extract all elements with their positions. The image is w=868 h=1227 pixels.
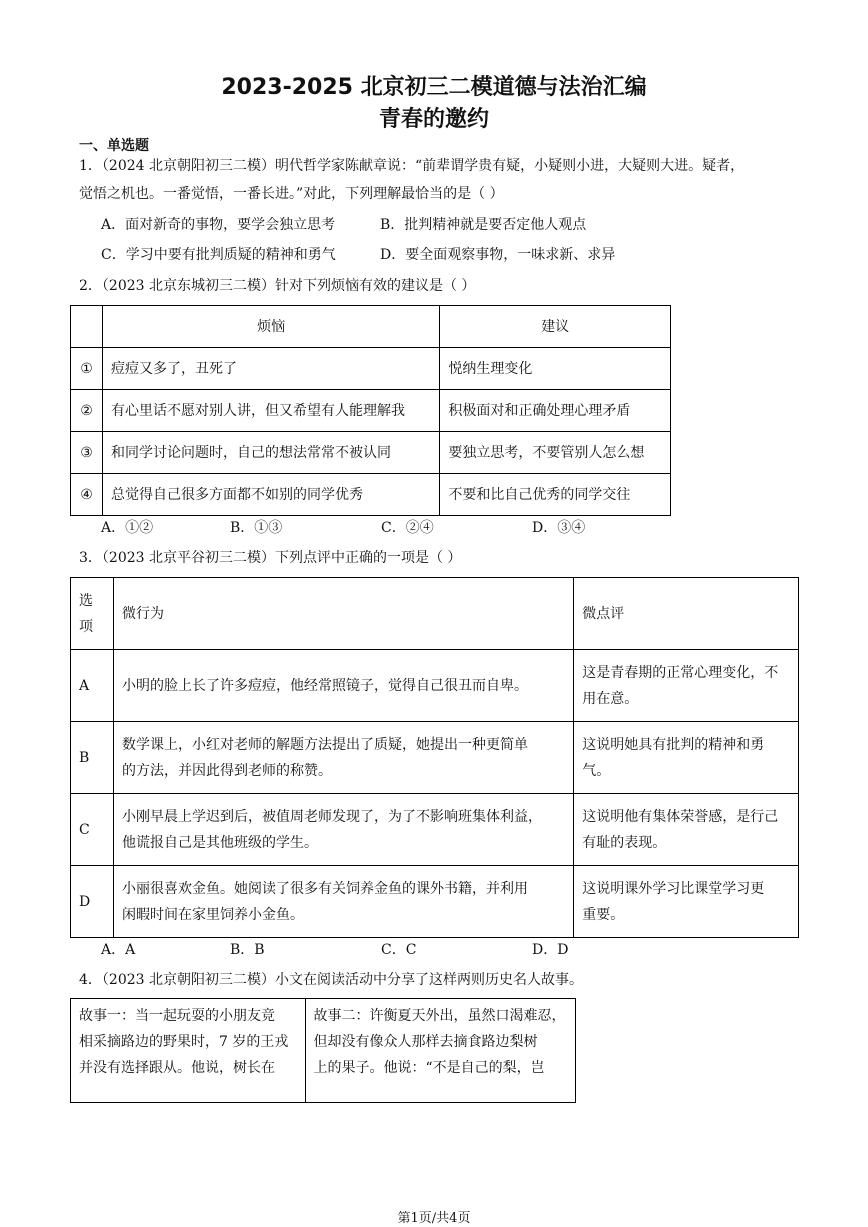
- q2-stem: 2．（2023 北京东城初三二模）针对下列烦恼有效的建议是（ ）: [79, 278, 476, 294]
- q1-option-c: C．学习中要有批判质疑的精神和勇气: [101, 247, 336, 263]
- table-header-cell: 微点评: [574, 578, 799, 650]
- q3-stem: 3．（2023 北京平谷初三二模）下列点评中正确的一项是（ ）: [79, 550, 462, 566]
- q3-option-c: C．C: [381, 942, 417, 958]
- q2-option-d: D．③④: [532, 520, 586, 536]
- q4-stem: 4．（2023 北京朝阳初三二模）小文在阅读活动中分享了这样两则历史名人故事。: [79, 972, 583, 988]
- table-header-cell: 建议: [440, 306, 671, 348]
- advice-cell: 悦纳生理变化: [440, 348, 671, 390]
- table-header-row: [71, 578, 799, 650]
- q2-table: [70, 305, 671, 516]
- table-row: [71, 390, 671, 432]
- table-row: [71, 348, 671, 390]
- q4-story-table: [70, 998, 576, 1103]
- row-number: ①: [71, 348, 103, 390]
- advice-cell: 积极面对和正确处理心理矛盾: [440, 390, 671, 432]
- q3-table: [70, 577, 799, 938]
- q3-option-d: D．D: [532, 942, 569, 958]
- document-subtitle: 青春的邀约: [378, 107, 489, 132]
- table-row: [71, 650, 799, 722]
- q1-stem-line2: 觉悟之机也。一番觉悟，一番长进。”对此，下列理解最恰当的是（ ）: [79, 186, 504, 202]
- worry-cell: 痘痘又多了，丑死了: [102, 348, 439, 390]
- q1-option-d: D．要全面观察事物，一味求新、求异: [380, 247, 616, 263]
- option-cell: C: [71, 794, 114, 866]
- comment-cell: 这说明他有集体荣誉感，是行己 有耻的表现。: [574, 794, 799, 866]
- q3-option-a: A．A: [101, 942, 136, 958]
- q1-option-a: A．面对新奇的事物，要学会独立思考: [101, 217, 336, 233]
- behavior-cell: 数学课上，小红对老师的解题方法提出了质疑，她提出一种更简单 的方法，并因此得到老师的称赞。: [113, 722, 573, 794]
- row-number: ③: [71, 432, 103, 474]
- comment-cell: 这是青春期的正常心理变化，不 用在意。: [574, 650, 799, 722]
- q2-option-b: B．①③: [230, 520, 283, 536]
- worry-cell: 和同学讨论问题时，自己的想法常常不被认同: [102, 432, 439, 474]
- worry-cell: 有心里话不愿对别人讲，但又希望有人能理解我: [102, 390, 439, 432]
- table-row: [71, 866, 799, 938]
- q2-option-c: C．②④: [381, 520, 434, 536]
- option-cell: B: [71, 722, 114, 794]
- worry-cell: 总觉得自己很多方面都不如别的同学优秀: [102, 474, 439, 516]
- comment-cell: 这说明她具有批判的精神和勇 气。: [574, 722, 799, 794]
- table-header-cell: 微行为: [113, 578, 573, 650]
- table-row: [71, 722, 799, 794]
- page-number: 第1页/共4页: [397, 1211, 471, 1226]
- story-one-cell: 故事一：当一起玩耍的小朋友竞 相采摘路边的野果时，7 岁的王戎 并没有选择跟从。他说，树长在: [71, 999, 306, 1103]
- table-row: [71, 999, 576, 1103]
- row-number: ②: [71, 390, 103, 432]
- advice-cell: 不要和比自己优秀的同学交往: [440, 474, 671, 516]
- q1-option-b: B．批判精神就是要否定他人观点: [380, 217, 587, 233]
- table-header-cell: 烦恼: [102, 306, 439, 348]
- behavior-cell: 小刚早晨上学迟到后，被值周老师发现了，为了不影响班集体利益， 他谎报自己是其他班级的学生。: [113, 794, 573, 866]
- option-cell: A: [71, 650, 114, 722]
- table-cell: [71, 306, 103, 348]
- table-row: [71, 432, 671, 474]
- document-title: 2023-2025 北京初三二模道德与法治汇编: [221, 75, 647, 100]
- table-row: [71, 474, 671, 516]
- row-number: ④: [71, 474, 103, 516]
- q2-option-a: A．①②: [101, 520, 154, 536]
- option-cell: D: [71, 866, 114, 938]
- comment-cell: 这说明课外学习比课堂学习更 重要。: [574, 866, 799, 938]
- q3-option-b: B．B: [230, 942, 265, 958]
- table-header-row: [71, 306, 671, 348]
- table-header-cell: 选 项: [71, 578, 114, 650]
- story-two-cell: 故事二：许衡夏天外出，虽然口渴难忍， 但却没有像众人那样去摘食路边梨树 上的果子。他说：“不是自己的梨，岂: [305, 999, 575, 1103]
- section-heading: 一、单选题: [79, 138, 149, 154]
- behavior-cell: 小丽很喜欢金鱼。她阅读了很多有关饲养金鱼的课外书籍，并利用 闲暇时间在家里饲养小金鱼。: [113, 866, 573, 938]
- behavior-cell: 小明的脸上长了许多痘痘，他经常照镜子，觉得自己很丑而自卑。: [113, 650, 573, 722]
- advice-cell: 要独立思考，不要管别人怎么想: [440, 432, 671, 474]
- table-row: [71, 794, 799, 866]
- q1-stem-line1: 1．（2024 北京朝阳初三二模）明代哲学家陈献章说：“前辈谓学贵有疑，小疑则小进，大疑则大进。疑者，: [79, 158, 745, 174]
